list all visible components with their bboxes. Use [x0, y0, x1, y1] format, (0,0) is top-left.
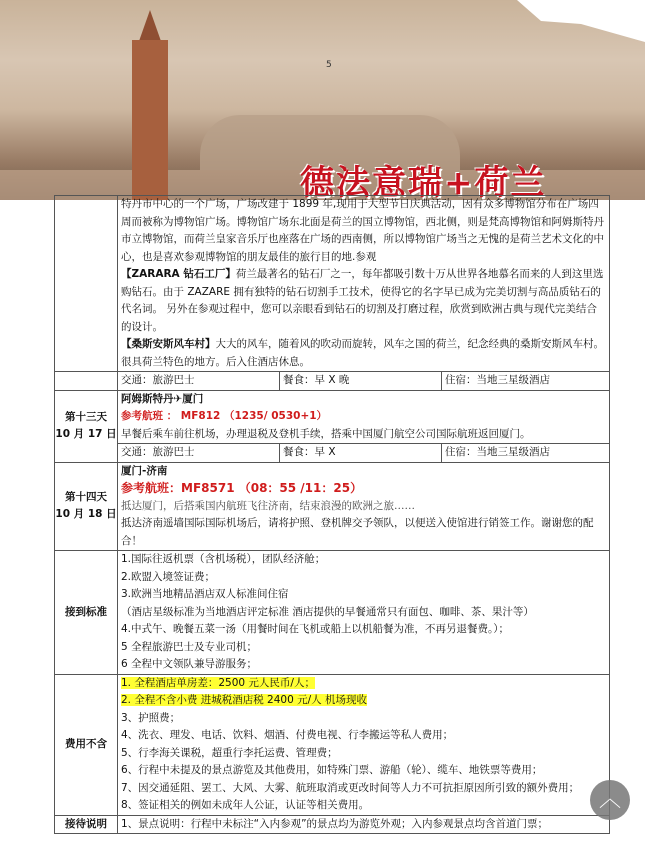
- day14-flight: 参考航班：MF8571 （08：55 /11：25）: [121, 481, 363, 495]
- list-item: 5、行李海关课税，超重行李托运费、管理费；: [121, 746, 338, 759]
- list-item: 2.欧盟入境签证费；: [121, 570, 216, 583]
- highlighted-item: 1. 全程酒店单房差：2500 元人民币/人；: [121, 676, 315, 689]
- hotel-cell: 住宿：当地三星级酒店: [442, 444, 610, 463]
- day14-content: [118, 462, 610, 551]
- bell-tower-spire: [138, 10, 162, 44]
- notes-label: 接待说明: [55, 815, 118, 834]
- header-banner: [0, 0, 645, 200]
- day13-label: 第十三天 10 月 17 日: [55, 390, 118, 462]
- highlighted-item: 2. 全程不含小费 进城税酒店税 2400 元/人 机场现收: [121, 694, 367, 706]
- intro-description: [118, 196, 610, 372]
- list-item: 1.国际往返机票（含机场税），团队经济舱；: [121, 553, 326, 565]
- windmill-village-text: 【桑斯安斯风车村】大大的风车，随着风的吹动而旋转，风车之国的荷兰，纪念经典的桑斯安斯风车村。很具荷兰特色的地方。后入住酒店休息。: [121, 338, 604, 368]
- museum-square-text: 特丹市中心的一个广场，广场改建于 1899 年,现用于大型节日庆典活动，因有众多博物馆分布在广场四周而被称为博物馆广场。博物馆广场东北面是荷兰的国立博物馆，西北侧，则是梵高博物馆和阿姆斯特丹市立博物馆，而荷兰皇家音乐厅也座落在广场的西南侧，所以博物馆广场当之无愧的是荷兰艺术文化的中心，也是喜欢参观博物馆的朋友最佳的旅行目的地.参观: [121, 198, 604, 263]
- list-item: 4、洗衣、理发、电话、饮料、烟酒、付费电视、行李搬运等私人费用；: [121, 729, 454, 741]
- meals-cell: 餐食：早 X 晚: [280, 372, 442, 391]
- day14-route: 厦门-济南: [121, 464, 168, 477]
- itinerary-table: [54, 195, 610, 834]
- table-row: [55, 444, 610, 463]
- day13-flight: 参考航班 ： MF812 （1235/ 0530+1）: [121, 410, 328, 422]
- day13-desc: 早餐后乘车前往机场，办理退税及登机手续，搭乘中国厦门航空公司国际航班返回厦门。: [121, 427, 531, 440]
- banner-title: 德法意瑞+荷兰: [300, 163, 547, 200]
- transport-cell: 交通：旅游巴士: [118, 372, 280, 391]
- table-row: [55, 372, 610, 391]
- table-row: [55, 390, 610, 444]
- hotel-cell: 住宿：当地三星级酒店: [442, 372, 610, 391]
- day13-route: 阿姆斯特丹✈厦门: [121, 392, 204, 405]
- transport-cell: 交通：旅游巴士: [118, 444, 280, 463]
- meals-cell: 餐食：早 X: [280, 444, 442, 463]
- table-row: [55, 196, 610, 372]
- day14-label: 第十四天 10 月 18 日: [55, 462, 118, 551]
- list-item: 5 全程旅游巴士及专业司机；: [121, 640, 258, 653]
- page-number: 5: [326, 60, 332, 70]
- day14-line1: 抵达厦门，后搭乘国内航班飞往济南，结束浪漫的欧洲之旅……: [121, 499, 415, 512]
- list-item: （酒店星级标准为当地酒店评定标准 酒店提供的早餐通常只有面包、咖啡、茶、果汁等）: [121, 605, 534, 618]
- list-item: 6、行程中未提及的景点游览及其他费用，如特殊门票、游船（轮）、缆车、地铁票等费用；: [121, 764, 543, 776]
- included-list: [118, 551, 610, 675]
- list-item: 8、签证相关的例如未成年人公证，认证等相关费用。: [121, 799, 370, 811]
- included-label: 接到标准: [55, 551, 118, 675]
- excluded-list: [118, 674, 610, 815]
- list-item: 7、因交通延阻、罢工、大风、大雾、航班取消或更改时间等人力不可抗拒原因所引致的额外费用；: [121, 781, 580, 794]
- list-item: 6 全程中文领队兼导游服务；: [121, 658, 258, 670]
- chevron-up-icon[interactable]: ︿: [590, 780, 630, 820]
- excluded-label: 费用不含: [55, 674, 118, 815]
- list-item: 4.中式午、晚餐五菜一汤（用餐时间在飞机或船上以机船餐为准，不再另退餐费。）；: [121, 623, 510, 635]
- notes-content: 1、景点说明：行程中未标注“入内参观”的景点均为游览外观；入内参观景点均含首道门票；: [118, 815, 610, 834]
- day14-line2: 抵达济南遥墙国际国际机场后，请将护照、登机牌交予领队，以便送入使馆进行销签工作。谢谢您的配合！: [121, 517, 594, 547]
- brush-stroke-decoration: [485, 0, 645, 60]
- list-item: 3、护照费；: [121, 711, 181, 724]
- list-item: 3.欧洲当地精品酒店双人标准间住宿: [121, 588, 289, 600]
- table-row: [55, 815, 610, 834]
- table-row: [55, 674, 610, 815]
- table-row: [55, 551, 610, 675]
- day13-content: [118, 390, 610, 444]
- table-row: [55, 462, 610, 551]
- diamond-factory-text: 【ZARARA 钻石工厂】荷兰最著名的钻石厂之一，每年都吸引数十万从世界各地慕名而来的人到这里选购钻石。由于 ZAZARE 拥有独特的钻石切割手工技术，使得它的名字早已成为完美切割与高品质钻石的代名词。 另外在参观过程中，您可以亲眼看到钻石的切割及打磨过程，欣赏到欧洲古典与现代完美结合的设计。: [121, 268, 604, 333]
- bell-tower: [132, 40, 168, 200]
